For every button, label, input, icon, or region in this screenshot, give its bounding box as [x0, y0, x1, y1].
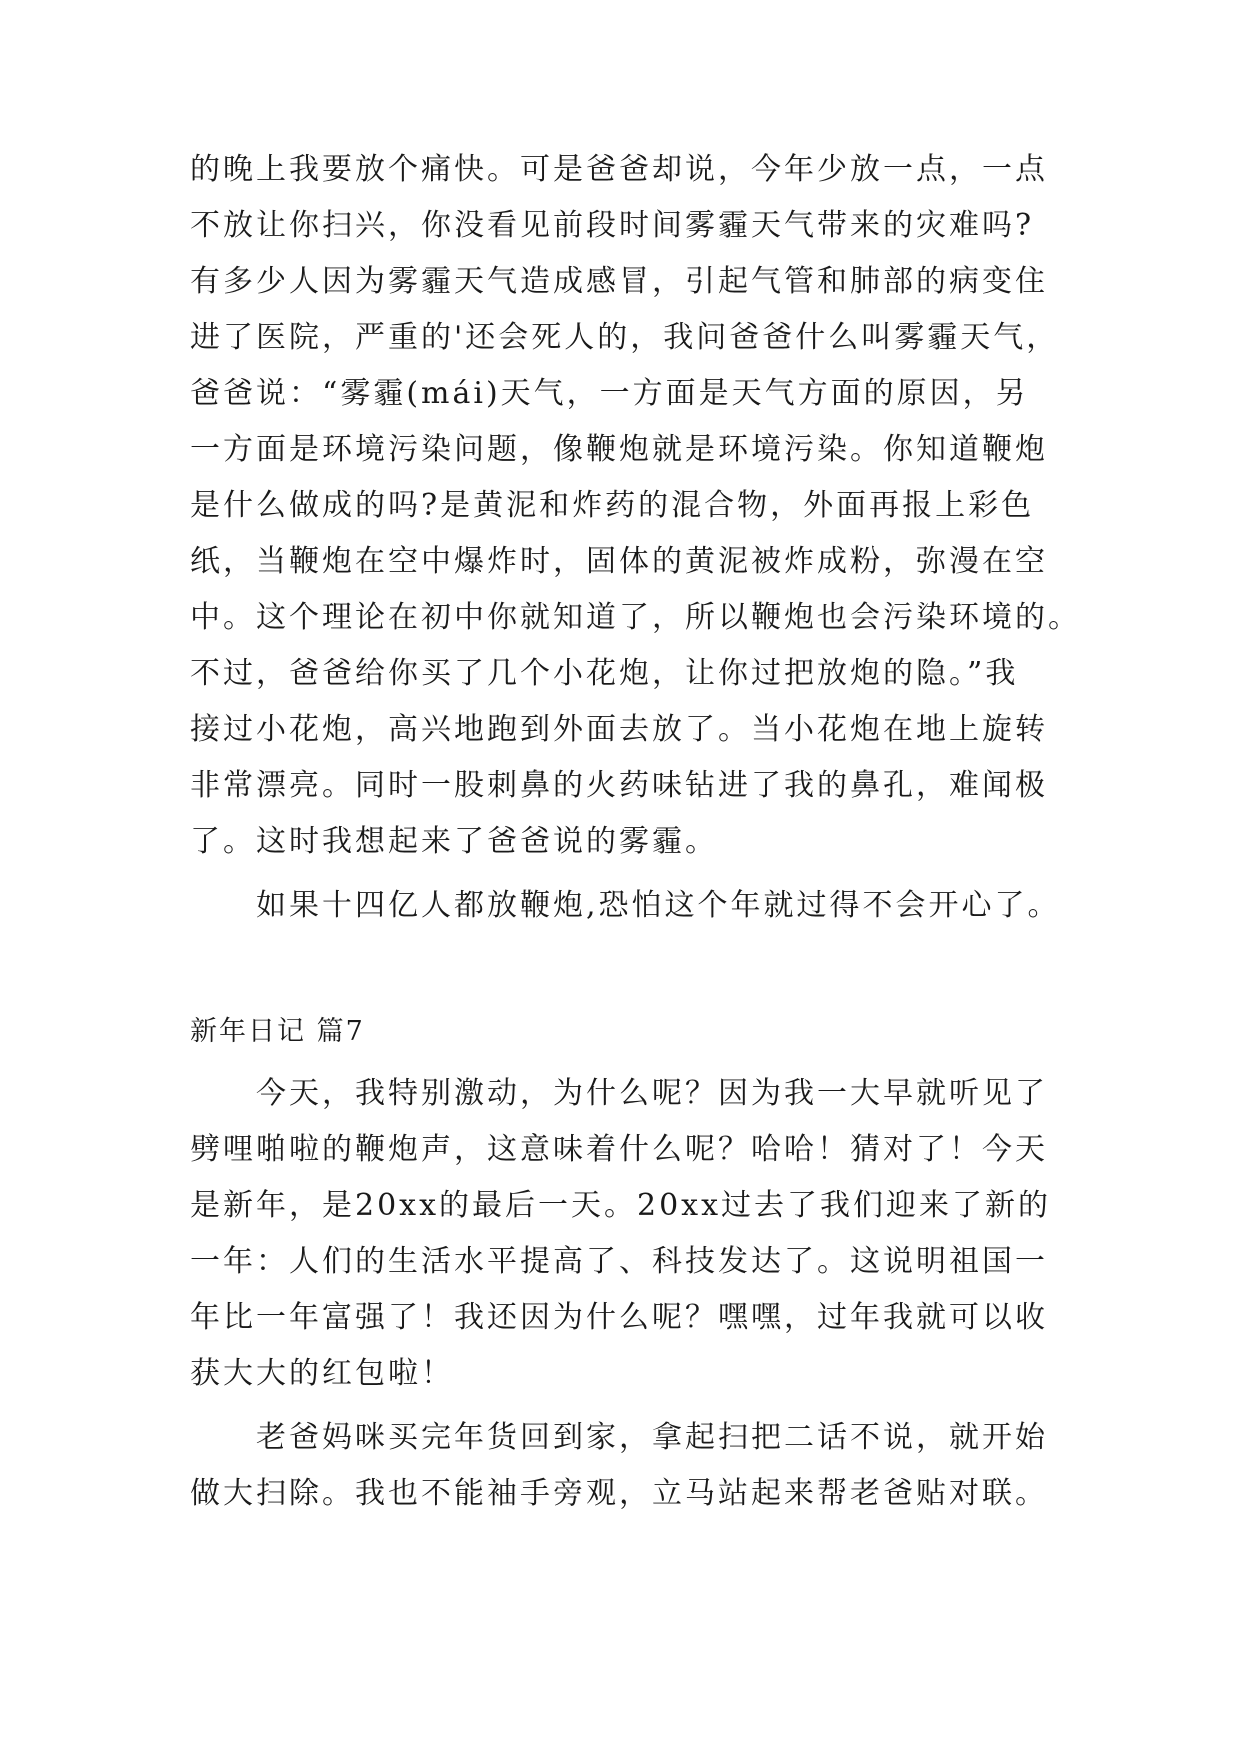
paragraph-line: 老爸妈咪买完年货回到家，拿起扫把二话不说，就开始 [190, 1420, 1048, 1455]
paragraph-line: 爸爸说：“雾霾(mái)天气，一方面是天气方面的原因，另 [190, 376, 1029, 411]
paragraph-line: 非常漂亮。同时一股刺鼻的火药味钻进了我的鼻孔，难闻极 [190, 768, 1048, 803]
paragraph-line: 获大大的红包啦！ [190, 1356, 454, 1391]
paragraph-line: 今天，我特别激动，为什么呢？因为我一大早就听见了 [190, 1076, 1048, 1111]
paragraph-line: 一方面是环境污染问题，像鞭炮就是环境污染。你知道鞭炮 [190, 432, 1048, 467]
paragraph-line: 不放让你扫兴，你没看见前段时间雾霾天气带来的灾难吗? [190, 208, 1035, 243]
paragraph-line: 如果十四亿人都放鞭炮,恐怕这个年就过得不会开心了。 [190, 888, 1061, 923]
paragraph-line: 是新年，是20xx的最后一天。20xx过去了我们迎来了新的 [190, 1188, 1052, 1223]
paragraph-line: 劈哩啪啦的鞭炮声，这意味着什么呢？哈哈！猜对了！今天 [190, 1132, 1048, 1167]
paragraph-line: 不过，爸爸给你买了几个小花炮，让你过把放炮的隐。”我 [190, 656, 1019, 691]
paragraph-line: 纸，当鞭炮在空中爆炸时，固体的黄泥被炸成粉，弥漫在空 [190, 544, 1048, 579]
paragraph-line: 做大扫除。我也不能袖手旁观，立马站起来帮老爸贴对联。 [190, 1476, 1048, 1511]
paragraph-line: 的晚上我要放个痛快。可是爸爸却说，今年少放一点，一点 [190, 152, 1048, 187]
paragraph-line: 进了医院，严重的'还会死人的，我问爸爸什么叫雾霾天气， [190, 320, 1060, 355]
section-title: 新年日记 篇7 [190, 1016, 365, 1047]
paragraph-line: 接过小花炮，高兴地跑到外面去放了。当小花炮在地上旋转 [190, 712, 1048, 747]
paragraph-line: 了。这时我想起来了爸爸说的雾霾。 [190, 824, 718, 859]
paragraph-line: 是什么做成的吗?是黄泥和炸药的混合物，外面再报上彩色 [190, 488, 1035, 523]
paragraph-line: 中。这个理论在初中你就知道了，所以鞭炮也会污染环境的。 [190, 600, 1081, 635]
paragraph-line: 年比一年富强了！我还因为什么呢？嘿嘿，过年我就可以收 [190, 1300, 1048, 1335]
paragraph-line: 一年：人们的生活水平提高了、科技发达了。这说明祖国一 [190, 1244, 1048, 1279]
paragraph-line: 有多少人因为雾霾天气造成感冒，引起气管和肺部的病变住 [190, 264, 1048, 299]
